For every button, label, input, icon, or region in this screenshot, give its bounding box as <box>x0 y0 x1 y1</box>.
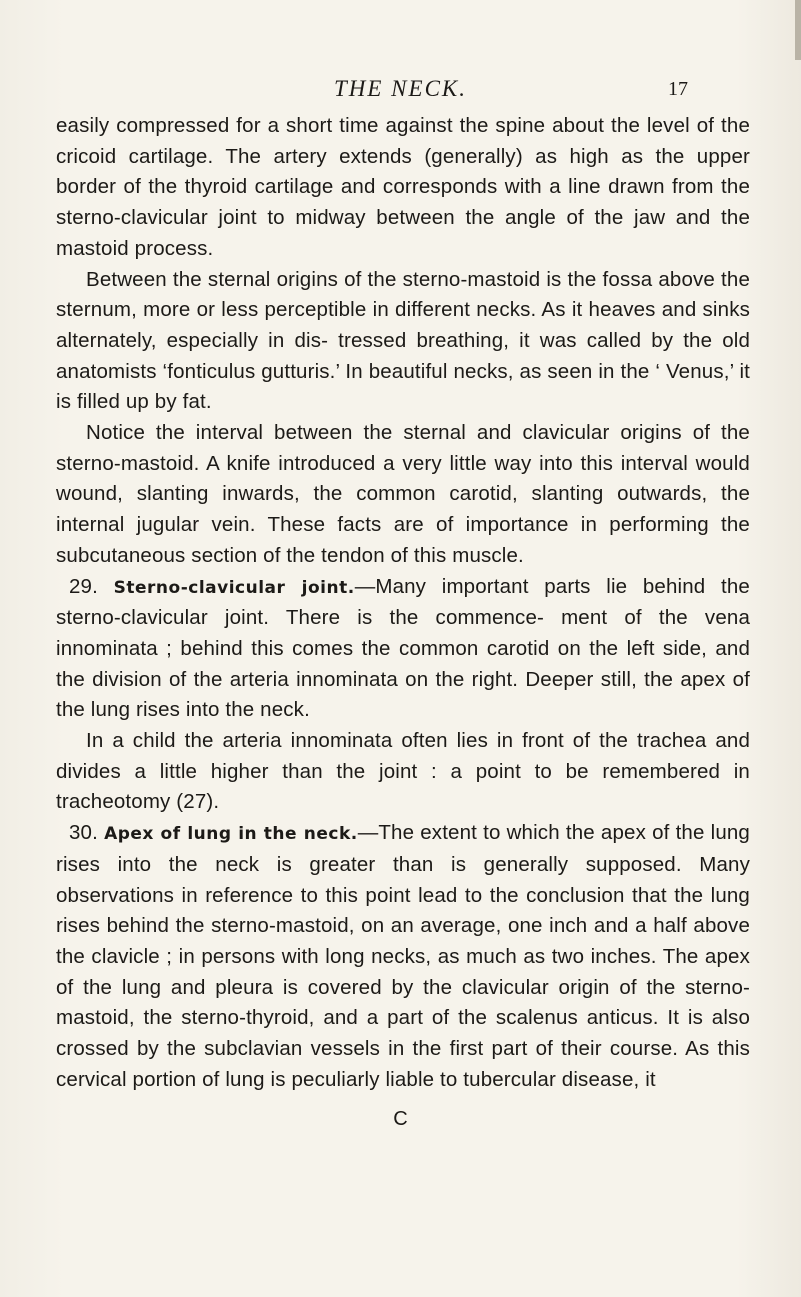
page-header <box>0 74 801 104</box>
section-number: 29. <box>69 574 98 598</box>
paragraph-text: Notice the interval between the sternal and clavicular origins of the sterno-mastoid. A knife introduced a very little way into this interval would wound, slanting inwards, the common carotid, slanting outwards, the internal jugular vein. These facts are of importance in performing the subcutaneous section of the tendon of this muscle. <box>56 421 750 567</box>
paragraph-fossa <box>56 265 750 419</box>
signature-mark: C <box>393 1108 408 1130</box>
paragraph-continuation <box>56 111 750 265</box>
section-29 <box>56 572 750 727</box>
paragraph-child <box>56 726 750 818</box>
running-title: THE NECK. <box>333 76 468 101</box>
section-heading: Apex of lung in the neck. <box>104 824 358 845</box>
body-text <box>56 111 750 1096</box>
paragraph-text: easily compressed for a short time against the spine about the level of the cricoid cartilage. The artery extends (generally) as high as the upper border of the thyroid cartilage and corresponds with a line drawn from the sterno-clavicular joint to midway between the angle of the jaw and the mastoid process. <box>56 114 750 260</box>
paragraph-text: In a child the arteria innominata often lies in front of the trachea and divides a little higher than the joint : a point to be remembered in tracheotomy (27). <box>56 729 750 814</box>
paragraph-interval <box>56 418 750 572</box>
paragraph-text: Between the sternal origins of the sterno-mastoid is the fossa above the sternum, more or less perceptible in different necks. As it heaves and sinks alternately, especially in dis- tressed breathing, it was called by the old anatomists ‘fonticulus gutturis.’ In beautiful necks, as seen in the ‘ Venus,’ it is filled up by fat. <box>56 267 750 414</box>
section-number: 30. <box>69 821 98 845</box>
page-number: 17 <box>668 78 688 100</box>
section-heading: Sterno-clavicular joint. <box>113 577 355 598</box>
section-30 <box>56 818 750 1095</box>
paragraph-text: —Many important parts lie behind the sterno-clavicular joint. There is the commence- ment of the vena innominata ; behind this comes the common carotid on the left side, and the division of the arteria innominata on the right. Deeper still, the apex of the lung rises into the neck. <box>56 574 750 722</box>
paragraph-text: —The extent to which the apex of the lung rises into the neck is greater than is generally supposed. Many observations in reference to this point lead to the conclusion that the lung rises behind the sterno-mastoid, on an average, one inch and a half above the clavicle ; in persons with long necks, as much as two inches. The apex of the lung and pleura is covered by the clavicular origin of the sterno-mastoid, the sterno-thyroid, and a part of the scalenus anticus. It is also crossed by the subclavian vessels in the first part of their course. As this cervical portion of lung is peculiarly liable to tubercular disease, it <box>56 821 750 1091</box>
page-edge-shadow <box>795 0 801 60</box>
